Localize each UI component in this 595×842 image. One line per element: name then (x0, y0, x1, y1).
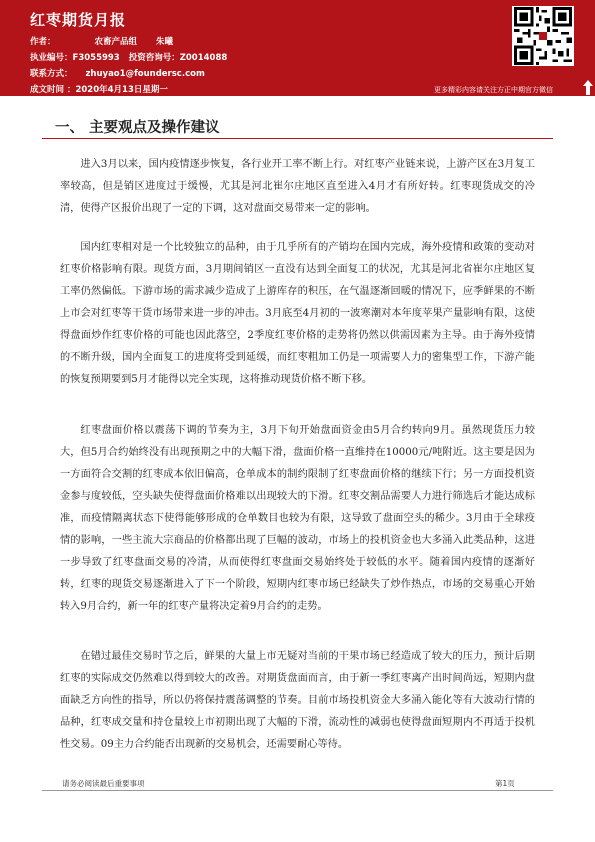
section-heading: 一、 主要观点及操作建议 (55, 120, 220, 136)
report-title: 红枣期货月报 (30, 11, 127, 29)
paragraph-1: 进入3月以来，国内疫情逐步恢复，各行业开工率不断上行。对红枣产业链来说，上游产区在3月复工率较高，但是销区进度过于缓慢，尤其是河北崔尔庄地区直至进入4月才有所好转。红枣现货成交的冷清，使得产区报价出现了一定的下调，这对盘面交易带来一定的影响。 (60, 159, 535, 214)
date-label: 成文时间 ： (30, 85, 76, 95)
author-name: 朱曦 (155, 37, 173, 47)
date-line (30, 83, 174, 95)
page-number: 第1页 (495, 779, 515, 788)
contact-line (30, 67, 211, 79)
report-header (0, 0, 595, 96)
author-line (30, 35, 179, 47)
license-line (30, 51, 233, 63)
contact-email[interactable]: zhuyao1@foundersc.com (85, 69, 205, 79)
date-value: 2020年4月13日星期一 (75, 85, 168, 95)
author-group: 农畜产品组 (94, 37, 137, 47)
paragraph-2: 国内红枣相对是一个比较独立的品种，由于几乎所有的产销均在国内完成，海外疫情和政策的变动对红枣价格影响有限。现货方面，3月期间销区一直没有达到全面复工的状况，尤其是河北省崔尔庄地区复工率仍然偏低。下游市场的需求减少造成了上游库存的积压，在气温逐渐回暖的情况下，应季鲜果的不断上市会对红枣等干货市场带来进一步的冲击。3月底至4月初的一波寒潮对本年度苹果产量影响有限，这使得盘面炒作红枣价格的可能也因此落空，2季度红枣价格的走势将仍然以供需因素为主导。由于海外疫情的不断升级，国内全面复工的进度将受到延缓，而红枣粗加工仍是一项需要人力的密集型工作，下游产能的恢复预期要到5月才能得以完全实现，这将推动现货价格不断下移。 (60, 242, 535, 385)
follow-wechat-text: 更多精彩内容请关注方正中期官方微信 (434, 86, 553, 94)
advisor-number: Z0014088 (179, 53, 228, 63)
footer-divider (42, 790, 553, 791)
license-label: 执业编号： (30, 53, 73, 63)
footer-disclaimer: 请务必阅读最后重要事项 (62, 779, 145, 788)
paragraph-4: 在错过最佳交易时节之后，鲜果的大量上市无疑对当前的干果市场已经造成了较大的压力，预计后期红枣的实际成交仍然难以得到较大的改善。对期货盘面而言，由于新一季红枣离产出时间尚远，短期内盘面缺乏方向性的指导，所以仍将保持震荡调整的节奏。目前市场投机资金大多涌入能化等有大波动行情的品种，红枣成交量和持仓量较上市初期出现了大幅的下滑，流动性的减弱也使得盘面短期内不再适于投机性交易。09主力合约能否出现新的交易机会，还需要耐心等待。 (60, 651, 535, 750)
up-arrow-icon (583, 80, 593, 95)
contact-label: 联系方式： (30, 69, 73, 79)
author-label: 作者： (30, 37, 56, 47)
advisor-label: 投资咨询号： (128, 53, 180, 63)
section-divider (42, 138, 553, 139)
qr-code-icon (512, 6, 574, 66)
paragraph-3: 红枣盘面价格以震荡下调的节奏为主，3月下旬开始盘面资金由5月合约转向9月。虽然现货压力较大，但5月合约始终没有出现预期之中的大幅下滑，盘面价格一直维持在10000元/吨附近。这主要是因为一方面符合交割的红枣成本依旧偏高，仓单成本的制约限制了红枣盘面价格的继续下行；另一方面投机资金参与度较低，空头缺失使得盘面价格难以出现较大的下滑。红枣交割品需要人力进行筛选后才能达成标准，而疫情隔离状态下使得能够形成的仓单数目也较为有限，这导致了盘面空头的稀少。3月由于全球疫情的影响，一些主流大宗商品的价格都出现了巨幅的波动，市场上的投机资金也大多涌入此类品种，这进一步导致了红枣盘面交易的冷清，从而使得红枣盘面交易始终处于较低的水平。随着国内疫情的逐渐好转，红枣的现货交易逐渐进入了下一个阶段，短期内红枣市场已经缺失了炒作热点，市场的交易重心开始转入9月合约，新一年的红枣产量将决定着9月合约的走势。 (60, 425, 535, 612)
license-number: F3055993 (72, 53, 120, 63)
